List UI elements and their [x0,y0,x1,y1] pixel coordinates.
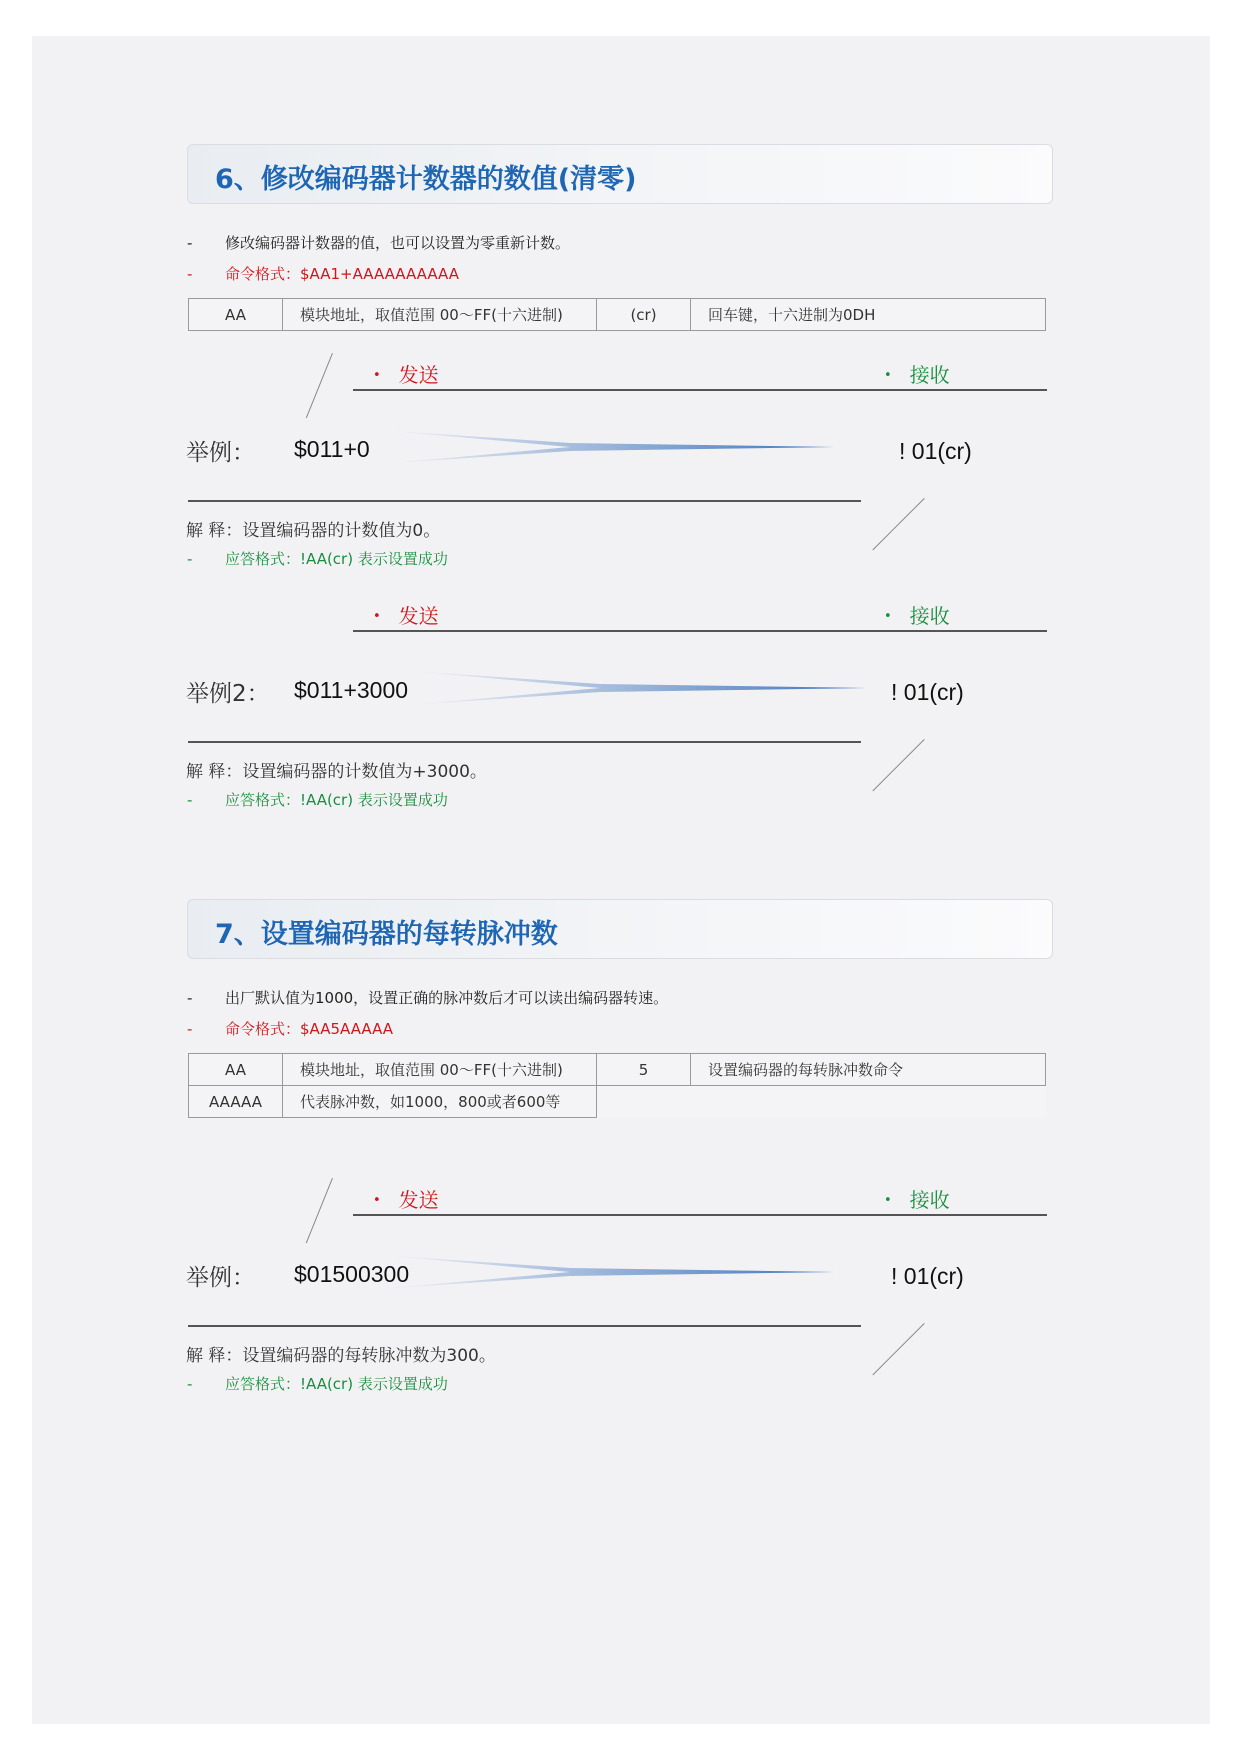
table-cell-empty [597,1086,691,1118]
table-row [189,1054,1046,1086]
send-label [373,359,439,388]
example-underline [188,741,861,743]
bullet-dot: • [884,1193,892,1208]
table-cell: AAAAA [189,1086,283,1118]
example-underline [188,1325,861,1327]
section-6-title: 6、修改编码器计数器的数值(清零) [215,164,637,195]
receive-text: 接收 [909,363,950,387]
example-explanation: 解 释：设置编码器的每转脉冲数为300。 [186,1346,496,1366]
table-cell: 代表脉冲数，如1000，800或者600等 [283,1086,597,1118]
bullet-dot: • [373,1193,381,1208]
bullet-dash: - [187,1020,193,1038]
table-cell: 模块地址，取值范围 00～FF(十六进制) [283,1054,597,1086]
example-label: 举例2： [186,681,270,707]
bullet-dot: • [884,609,892,624]
example-label: 举例： [186,1265,255,1291]
send-receive-underline [353,630,1047,632]
example-underline [188,500,861,502]
table-cell: AA [189,1054,283,1086]
arrow-graphic [380,1253,835,1293]
send-text: 发送 [398,604,439,628]
example-label: 举例： [186,440,255,466]
send-label [373,1184,439,1213]
bullet-dash: - [187,265,193,283]
bullet-dot: • [884,368,892,383]
send-text: 发送 [398,363,439,387]
example-response: ! 01(cr) [891,679,964,705]
bullet-dash: - [187,550,193,568]
example-response: ! 01(cr) [899,438,972,464]
table-cell: (cr) [597,299,691,331]
reply-format-text: 应答格式：!AA(cr) 表示设置成功 [225,791,448,809]
reply-format-text: 应答格式：!AA(cr) 表示设置成功 [225,1375,448,1393]
bullet-dash: - [187,791,193,809]
description-text: 修改编码器计数器的值，也可以设置为零重新计数。 [225,234,571,252]
section-6-title-box [187,144,1053,204]
section-6-param-table [188,298,1046,331]
section-7-title: 7、设置编码器的每转脉冲数 [215,919,558,950]
receive-label [884,600,950,629]
receive-label [884,359,950,388]
receive-label [884,1184,950,1213]
arrow-graphic [410,669,868,709]
table-cell: 回车键，十六进制为0DH [691,299,1046,331]
bullet-dot: • [373,368,381,383]
send-text: 发送 [398,1188,439,1212]
arrow-graphic [380,428,835,468]
section-7-param-table [188,1053,1046,1118]
bullet-dash: - [187,989,193,1007]
table-row [189,1086,1046,1118]
table-cell: 设置编码器的每转脉冲数命令 [691,1054,1046,1086]
page-background [32,36,1210,1724]
table-cell: 模块地址，取值范围 00～FF(十六进制) [283,299,597,331]
table-cell-empty [691,1086,1046,1118]
command-format-text: 命令格式：$AA5AAAAA [225,1020,394,1038]
example-command: $011+3000 [294,677,409,703]
table-row [189,299,1046,331]
bullet-dot: • [373,609,381,624]
example-command: $01500300 [294,1261,410,1287]
example-command: $011+0 [294,436,370,462]
table-cell: AA [189,299,283,331]
receive-text: 接收 [909,1188,950,1212]
table-cell: 5 [597,1054,691,1086]
bullet-dash: - [187,1375,193,1393]
bullet-dash: - [187,234,193,252]
send-receive-underline [353,1214,1047,1216]
command-format-text: 命令格式：$AA1+AAAAAAAAAA [225,265,459,283]
section-7-title-box [187,899,1053,959]
example-response: ! 01(cr) [891,1263,964,1289]
send-receive-underline [353,389,1047,391]
send-label [373,600,439,629]
example-explanation: 解 释：设置编码器的计数值为+3000。 [186,762,487,782]
receive-text: 接收 [909,604,950,628]
reply-format-text: 应答格式：!AA(cr) 表示设置成功 [225,550,448,568]
description-text: 出厂默认值为1000，设置正确的脉冲数后才可以读出编码器转速。 [225,989,669,1007]
example-explanation: 解 释：设置编码器的计数值为0。 [186,521,441,541]
